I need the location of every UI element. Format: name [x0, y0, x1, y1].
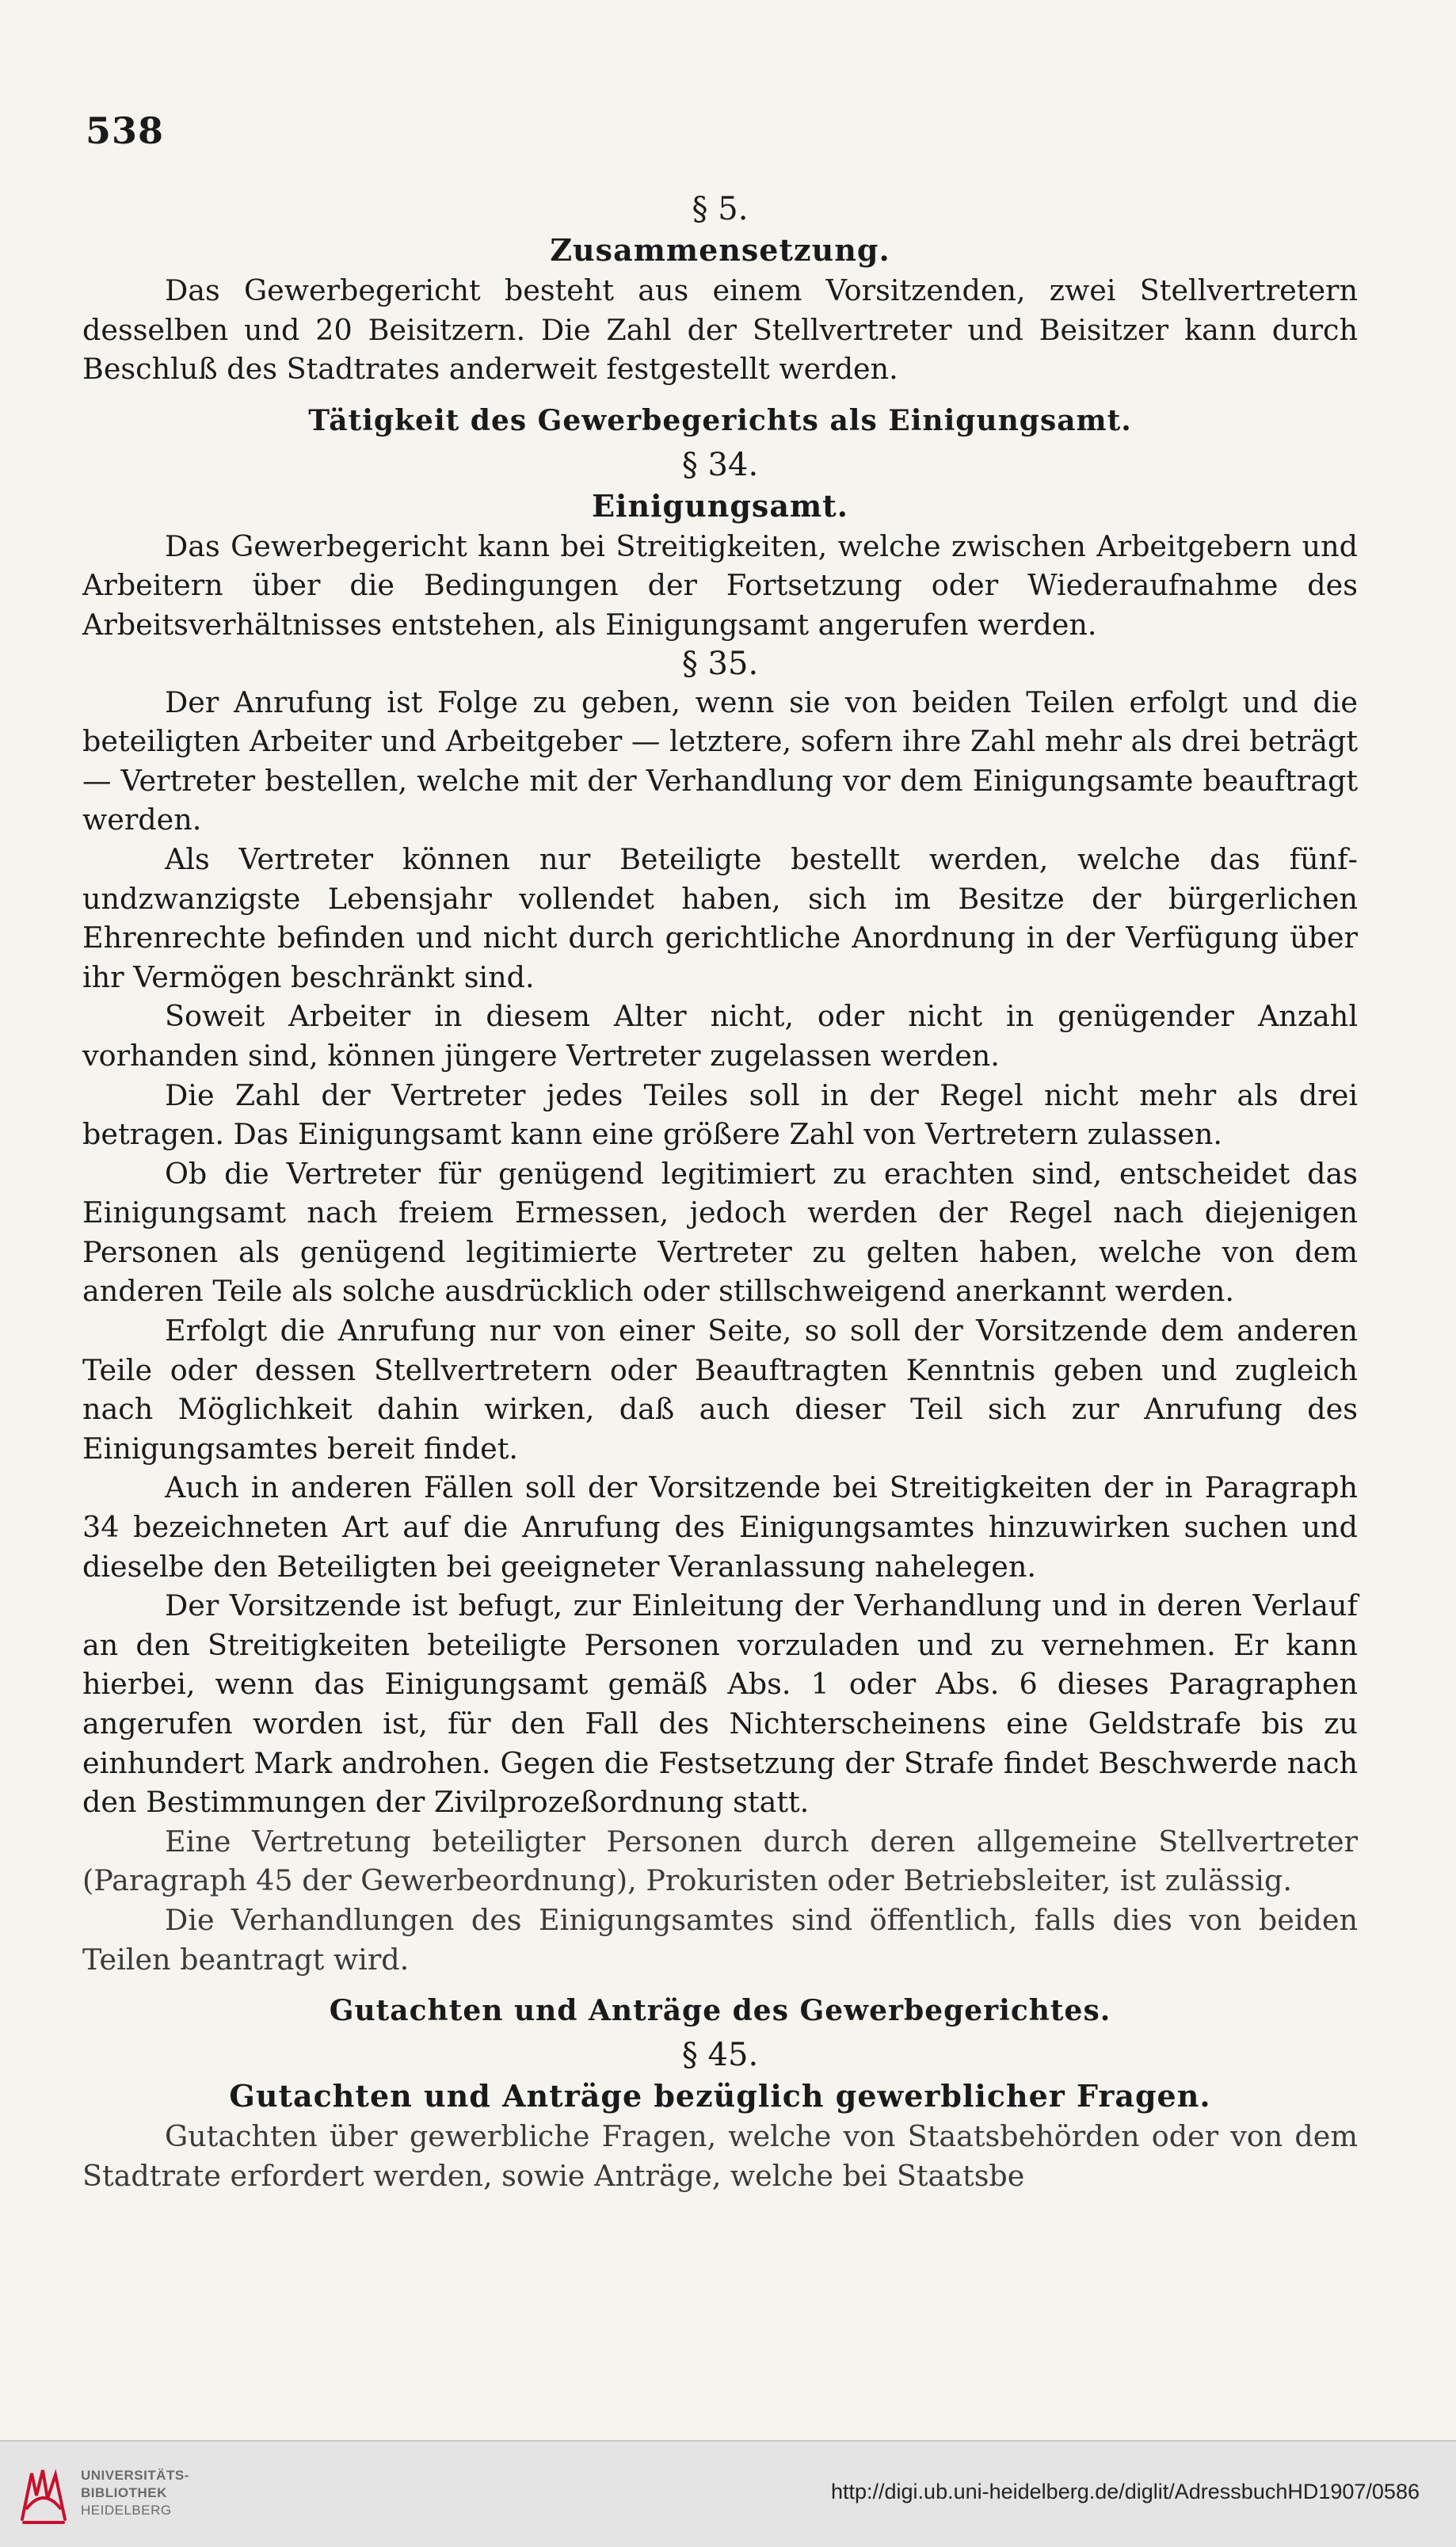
body-paragraph: Auch in anderen Fällen soll der Vorsitzende bei Streitigkeiten der in Paragraph 34 bezeichneten Art auf die Anrufung des Einigungsamtes hinzuwirken suchen und dieselbe den Beteiligten bei geeigneter Veranlassung nahelegen.	[82, 1470, 1358, 1584]
logo-line-2: BIBLIOTHEK	[81, 2485, 167, 2500]
body-paragraph: Als Vertreter können nur Beteiligte bestellt werden, welche das fünfundzwanzigste Lebensjahr vollendet haben, sich im Besitze der bürgerlichen Ehrenrechte befinden und nicht durch gerichtliche Anordnung in der Verfügung über ihr Vermögen beschränkt sind.	[82, 841, 1358, 994]
body-paragraph: Die Verhandlungen des Einigungsamtes sind öffentlich, falls dies von beiden Teilen beantragt wird.	[82, 1902, 1358, 1977]
page-number: 538	[86, 109, 165, 152]
body-paragraph: Gutachten über gewerbliche Fragen, welche von Staatsbehörden oder von dem Stadtrate erfordert werden, sowie Anträge, welche bei Staatsbe	[82, 2119, 1358, 2193]
body-paragraph: Ob die Vertreter für genügend legitimiert zu erachten sind, entscheidet das Einigungsamt nach freiem Ermessen, jedoch werden der Regel nach diejenigen Personen als genügend legitimierte Vertreter zu gelten haben, welche von dem anderen Teile als solche ausdrücklich oder stillschweigend anerkannt werden.	[82, 1156, 1358, 1309]
library-logo-text[interactable]	[81, 2467, 189, 2519]
heidelberg-seal-icon[interactable]	[16, 2464, 71, 2526]
paragraph-sign: § 35.	[681, 645, 759, 682]
logo-line-1: UNIVERSITÄTS-	[81, 2468, 189, 2483]
section-heading: Tätigkeit des Gewerbegerichts als Einigungsamt.	[308, 403, 1132, 437]
paragraph-sign: § 34.	[681, 446, 759, 483]
footer-bar	[0, 2440, 1456, 2547]
paragraph-sign: § 45.	[681, 2037, 759, 2074]
body-paragraph: Soweit Arbeiter in diesem Alter nicht, oder nicht in genügender Anzahl vorhanden sind, können jüngere Vertreter zugelassen werden.	[82, 999, 1358, 1073]
page-body	[82, 190, 1358, 2195]
article-heading: Gutachten und Anträge bezüglich gewerblicher Fragen.	[229, 2078, 1211, 2114]
logo-line-3: HEIDELBERG	[81, 2503, 172, 2518]
body-paragraph: Erfolgt die Anrufung nur von einer Seite, so soll der Vorsitzende dem anderen Teile oder dessen Stellvertretern oder Beauftragten Kenntnis geben und zugleich nach Möglichkeit dahin wirken, daß auch dieser Teil sich zur Anrufung des Einigungsamtes bereit findet.	[82, 1314, 1358, 1466]
article-heading: Zusammensetzung.	[550, 232, 890, 268]
body-paragraph: Der Anrufung ist Folge zu geben, wenn sie von beiden Teilen erfolgt und die beteiligten Arbeiter und Arbeitgeber — letztere, sofern ihre Zahl mehr als drei beträgt — Vertreter bestellen, welche mit der Verhandlung vor dem Einigungsamte beauftragt werden.	[82, 684, 1358, 837]
body-paragraph: Das Gewerbegericht besteht aus einem Vorsitzenden, zwei Stellvertretern desselben und 20 Beisitzern. Die Zahl der Stellvertreter und Beisitzer kann durch Beschluß des Stadtrates anderweit festgestellt werden.	[82, 273, 1358, 387]
section-heading: Gutachten und Anträge des Gewerbegerichtes.	[329, 1994, 1111, 2028]
body-paragraph: Der Vorsitzende ist befugt, zur Einleitung der Verhandlung und in deren Verlauf an den Streitigkeiten beteiligte Personen vorzuladen und zu vernehmen. Er kann hierbei, wenn das Einigungsamt gemäß Abs. 1 oder Abs. 6 dieses Paragraphen angerufen worden ist, für den Fall des Nichterscheinens eine Geldstrafe bis zu einhundert Mark androhen. Gegen die Festsetzung der Strafe findet Beschwerde nach den Bestimmungen der Zivilprozeßordnung statt.	[82, 1588, 1358, 1820]
body-paragraph: Eine Vertretung beteiligter Personen durch deren allgemeine Stellvertreter (Paragraph 45 der Gewerbeordnung), Prokuristen oder Betriebsleiter, ist zulässig.	[82, 1824, 1358, 1898]
body-paragraph: Das Gewerbegericht kann bei Streitigkeiten, welche zwischen Arbeitgebern und Arbeitern über die Bedingungen der Fortsetzung oder Wiederaufnahme des Arbeitsverhältnisses entstehen, als Einigungsamt angerufen werden.	[82, 528, 1358, 642]
article-heading: Einigungsamt.	[592, 487, 848, 524]
paragraph-sign: § 5.	[692, 191, 749, 227]
body-paragraph: Die Zahl der Vertreter jedes Teiles soll in der Regel nicht mehr als drei betragen. Das Einigungsamt kann eine größere Zahl von Vertretern zulassen.	[82, 1077, 1358, 1152]
source-url-link[interactable]: http://digi.ub.uni-heidelberg.de/diglit/AdressbuchHD1907/0586	[830, 2480, 1420, 2503]
